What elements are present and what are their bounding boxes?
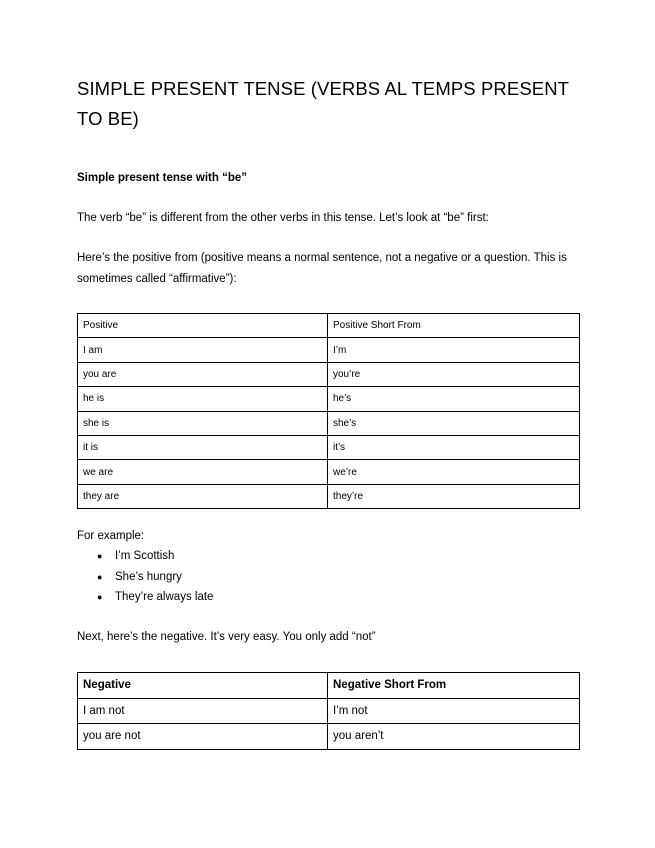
table-row bbox=[78, 362, 580, 386]
table-cell: we’re bbox=[328, 460, 580, 484]
page-title: SIMPLE PRESENT TENSE (VERBS AL TEMPS PRESENT TO BE) bbox=[77, 78, 569, 129]
table-header-row bbox=[78, 673, 580, 699]
table-row bbox=[78, 698, 580, 724]
table-row bbox=[78, 435, 580, 459]
table-header-row bbox=[78, 314, 580, 338]
section-subheading: Simple present tense with “be” bbox=[77, 172, 247, 184]
table-row bbox=[78, 338, 580, 362]
table-cell: he is bbox=[78, 387, 328, 411]
table-header-cell: Positive bbox=[78, 314, 328, 338]
bullet-icon: ● bbox=[97, 571, 103, 582]
table-cell: I’m bbox=[328, 338, 580, 362]
table-cell: you are not bbox=[78, 724, 328, 750]
list-item: ● She’s hungry bbox=[77, 567, 213, 588]
positive-table bbox=[77, 313, 580, 509]
table-cell: it is bbox=[78, 435, 328, 459]
table-cell: he’s bbox=[328, 387, 580, 411]
examples-list bbox=[77, 546, 213, 608]
table-row bbox=[78, 724, 580, 750]
table-cell: they are bbox=[78, 484, 328, 508]
table-cell: I am bbox=[78, 338, 328, 362]
negative-table bbox=[77, 672, 580, 750]
intro-paragraph: The verb “be” is different from the other verbs in this tense. Let’s look at “be” first: bbox=[77, 212, 489, 224]
table-cell: you are bbox=[78, 362, 328, 386]
bullet-icon: ● bbox=[97, 592, 103, 602]
table-row bbox=[78, 411, 580, 435]
table-cell: she is bbox=[78, 411, 328, 435]
list-item: ● They’re always late bbox=[77, 587, 213, 608]
table-cell: they’re bbox=[328, 484, 580, 508]
table-row bbox=[78, 484, 580, 508]
example-label: For example: bbox=[77, 530, 145, 542]
table-cell: you aren’t bbox=[328, 724, 580, 750]
table-header-cell: Negative Short From bbox=[328, 673, 580, 699]
table-row bbox=[78, 387, 580, 411]
table-cell: she’s bbox=[328, 411, 580, 435]
table-cell: I’m not bbox=[328, 698, 580, 724]
negative-intro-paragraph: Next, here’s the negative. It’s very easy. You only add “not” bbox=[77, 631, 376, 643]
table-cell: it’s bbox=[328, 435, 580, 459]
table-header-cell: Negative bbox=[78, 673, 328, 699]
table-cell: we are bbox=[78, 460, 328, 484]
table-header-cell: Positive Short From bbox=[328, 314, 580, 338]
table-cell: I am not bbox=[78, 698, 328, 724]
table-row bbox=[78, 460, 580, 484]
bullet-icon: ● bbox=[97, 551, 103, 561]
table-cell: you’re bbox=[328, 362, 580, 386]
list-item: ● I’m Scottish bbox=[77, 546, 213, 567]
positive-intro-paragraph: Here’s the positive from (positive means a normal sentence, not a negative or a question. This is sometimes called “affirmative”): bbox=[77, 252, 567, 285]
